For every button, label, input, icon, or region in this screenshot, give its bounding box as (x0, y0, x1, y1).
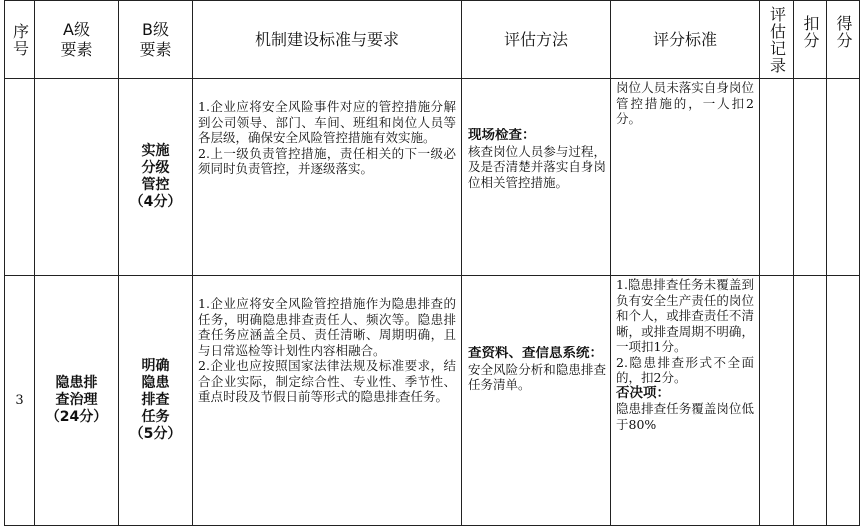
row2-mechanism-item1: 1.企业应将安全风险管控措施作为隐患排查的任务，明确隐患排查责任人、频次等。隐患排查任务应涵盖全员、责任清晰、周期明确，且与日常巡检等计划性内容相融合。 (198, 296, 456, 358)
row2-method-title: 查资料、查信息系统： (468, 346, 603, 361)
row2-seq (5, 276, 34, 525)
row2-criteria (616, 277, 754, 525)
row2-veto-text: 隐患排查任务覆盖岗位低于80% (616, 401, 754, 432)
row1-b-level (119, 79, 192, 275)
header-method-label: 评估方法 (503, 29, 568, 49)
row1-b-level-line2: 分级 (141, 160, 170, 176)
row1-b-level-line1: 实施 (141, 143, 170, 159)
row2-b-level-line4: 任务 (141, 409, 170, 425)
row2-mechanism (198, 296, 456, 521)
row2-b-level-line3: 排查 (141, 392, 170, 408)
header-record (760, 1, 793, 78)
header-mechanism (193, 1, 461, 78)
row2-mechanism-item2: 2.企业也应按照国家法律法规及标准要求，结合企业实际，制定综合性、专业性、季节性、重点时段及节假日前等形式的隐患排查任务。 (198, 358, 456, 404)
header-score-label: 得分 (834, 15, 853, 49)
row1-b-level-line4: （4分） (129, 194, 182, 210)
row1-method-text: 核查岗位人员参与过程，及是否清楚并落实自身岗位相关管控措施。 (468, 143, 606, 190)
header-criteria-label: 评分标准 (652, 29, 717, 49)
row2-b-level (119, 276, 192, 525)
header-method (462, 1, 610, 78)
row2-a-level-line3: （24分） (45, 409, 108, 425)
row2-method-text: 安全风险分析和隐患排查任务清单。 (468, 361, 606, 392)
header-seq (5, 1, 34, 78)
row2-b-level-line1: 明确 (141, 358, 170, 374)
row2-veto-title: 否决项： (616, 384, 670, 401)
row1-method (468, 128, 606, 268)
row2-a-level (35, 276, 118, 525)
row1-mechanism-item1: 1.企业应将安全风险事件对应的管控措施分解到公司领导、部门、车间、班组和岗位人员等各层级，确保安全风险管控措施有效实施。 (198, 99, 456, 145)
row1-method-title: 现场检查： (468, 128, 536, 143)
row2-a-level-line2: 查治理 (55, 392, 98, 408)
header-b-level-line2: 要素 (139, 39, 172, 59)
row1-criteria-text: 岗位人员未落实自身岗位管控措施的，一人扣2分。 (616, 80, 754, 126)
row1-b-level-line3: 管控 (141, 177, 170, 193)
row2-b-level-line2: 隐患 (141, 375, 170, 391)
header-a-level-line2: 要素 (60, 39, 93, 59)
header-record-label: 评估记录 (767, 5, 787, 74)
row2-a-level-line1: 隐患排 (55, 375, 98, 391)
row2-method (468, 346, 606, 496)
row2-criteria-item1: 1.隐患排查任务未覆盖到负有安全生产责任的岗位和个人，或排查责任不清晰，或排查周期不明确，一项扣1分。 (616, 277, 754, 354)
row2-criteria-item2: 2.隐患排查形式不全面的，扣2分。 (616, 354, 754, 385)
header-deduct (794, 1, 826, 78)
header-mechanism-label: 机制建设标准与要求 (254, 29, 399, 49)
header-a-level (35, 1, 118, 78)
header-a-level-line1: A级 (63, 19, 90, 39)
row2-seq-value: 3 (15, 393, 24, 408)
header-deduct-label: 扣分 (801, 15, 820, 49)
row1-criteria (616, 80, 754, 270)
row1-mechanism (198, 99, 456, 269)
header-score (827, 1, 859, 78)
row2-b-level-line5: （5分） (129, 426, 182, 442)
row1-mechanism-item2: 2.上一级负责管控措施，责任相关的下一级必须同时负责管控，并逐级落实。 (198, 145, 456, 176)
header-b-level-line1: B级 (142, 19, 169, 39)
header-seq-label: 序号 (10, 22, 30, 57)
header-criteria (611, 1, 759, 78)
header-b-level (119, 1, 192, 78)
